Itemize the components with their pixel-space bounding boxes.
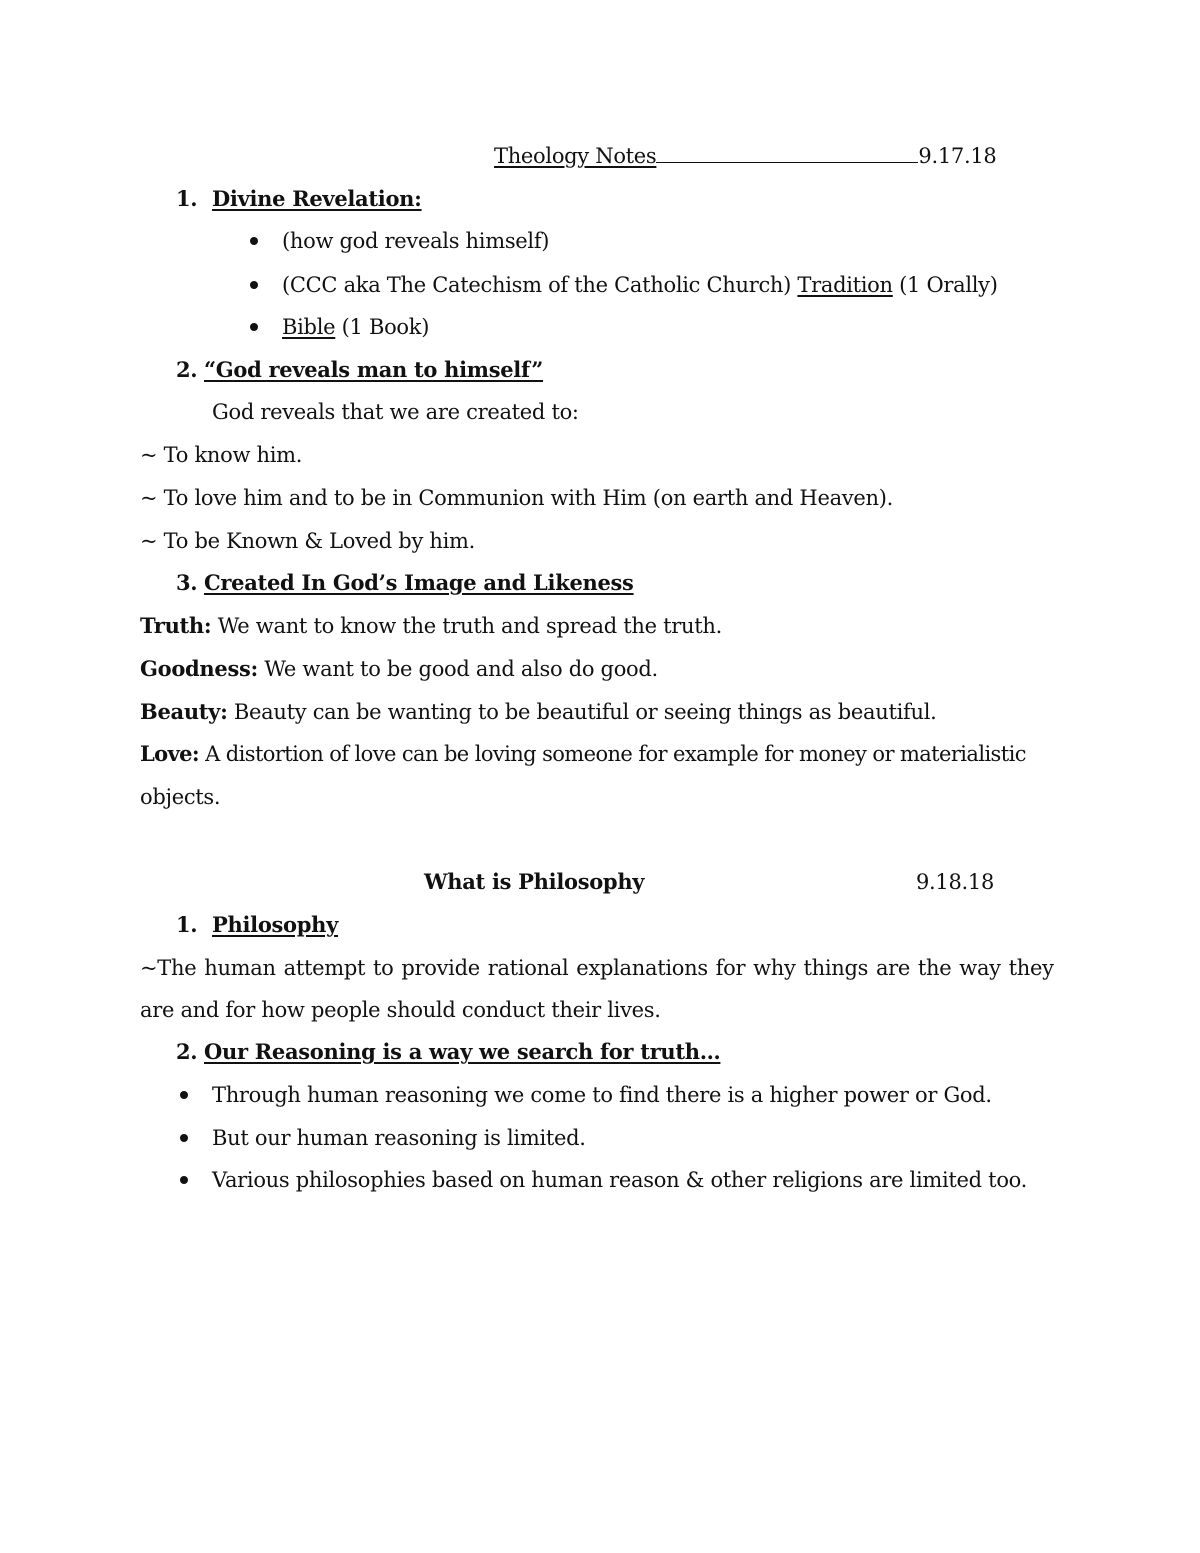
- list-item: ~ To be Known & Loved by him.: [140, 529, 476, 553]
- section-title: Created In God’s Image and Likeness: [204, 570, 634, 595]
- bullet-icon: [250, 323, 258, 331]
- bullet-icon: [250, 237, 258, 245]
- section-heading-philosophy: [176, 911, 338, 939]
- section-heading-god-reveals: [176, 356, 543, 384]
- bible-term: Bible: [282, 315, 336, 339]
- list-item-text: (1 Orally): [892, 273, 998, 297]
- section-intro: God reveals that we are created to:: [212, 400, 579, 424]
- section-number: 2.: [176, 357, 198, 382]
- list-item-text: (how god reveals himself): [282, 229, 550, 253]
- paragraph-line: are and for how people should conduct their lives.: [140, 998, 661, 1022]
- section-number: 3.: [176, 570, 198, 595]
- title-underline-rule: [656, 161, 918, 163]
- list-item-text: (CCC aka The Catechism of the Catholic Church): [282, 273, 798, 297]
- list-item: [282, 313, 429, 341]
- section-number: 2.: [176, 1039, 198, 1064]
- section-number: 1.: [176, 186, 198, 211]
- term-definition: [140, 740, 1026, 768]
- term-label: Goodness:: [140, 656, 258, 681]
- term-label: Love:: [140, 741, 200, 766]
- list-item: ~ To love him and to be in Communion with Him (on earth and Heaven).: [140, 486, 893, 510]
- list-item: [282, 227, 549, 255]
- term-text: Beauty can be wanting to be beautiful or seeing things as beautiful.: [227, 700, 937, 724]
- term-continuation: objects.: [140, 785, 221, 809]
- header-date: 9.17.18: [918, 144, 997, 168]
- list-item-text: (1 Book): [335, 315, 430, 339]
- bullet-icon: [180, 1176, 188, 1184]
- term-label: Beauty:: [140, 699, 228, 724]
- page-subtitle: What is Philosophy: [424, 869, 645, 894]
- bullet-icon: [180, 1091, 188, 1099]
- section-title: Our Reasoning is a way we search for truth…: [204, 1039, 721, 1064]
- term-text: We want to know the truth and spread the truth.: [211, 614, 722, 638]
- section-number: 1.: [176, 912, 198, 937]
- header-date: 9.18.18: [916, 870, 995, 894]
- page-title: Theology Notes: [494, 144, 657, 168]
- term-text: A distortion of love can be loving someone for example for money or materialistic: [199, 742, 1026, 766]
- section-heading-divine-revelation: [176, 185, 422, 213]
- bullet-icon: [180, 1134, 188, 1142]
- list-item: ~ To know him.: [140, 443, 303, 467]
- term-definition: [140, 655, 658, 683]
- section-heading-created-image: [176, 569, 634, 597]
- term-definition: [140, 698, 937, 726]
- header-theology: [494, 142, 996, 170]
- tradition-term: Tradition: [797, 273, 893, 297]
- section-title: Philosophy: [212, 912, 339, 937]
- list-item: Through human reasoning we come to find there is a higher power or God.: [212, 1083, 992, 1107]
- term-label: Truth:: [140, 613, 212, 638]
- paragraph-line: ~The human attempt to provide rational explanations for why things are the way they: [140, 956, 1054, 980]
- list-item: [282, 271, 998, 299]
- bullet-icon: [250, 281, 258, 289]
- section-title: “God reveals man to himself”: [204, 357, 544, 382]
- term-text: We want to be good and also do good.: [257, 657, 658, 681]
- term-definition: [140, 612, 722, 640]
- list-item: Various philosophies based on human reason & other religions are limited too.: [212, 1168, 1028, 1192]
- section-title: Divine Revelation:: [212, 186, 422, 211]
- list-item: But our human reasoning is limited.: [212, 1126, 586, 1150]
- section-heading-reasoning: [176, 1038, 720, 1066]
